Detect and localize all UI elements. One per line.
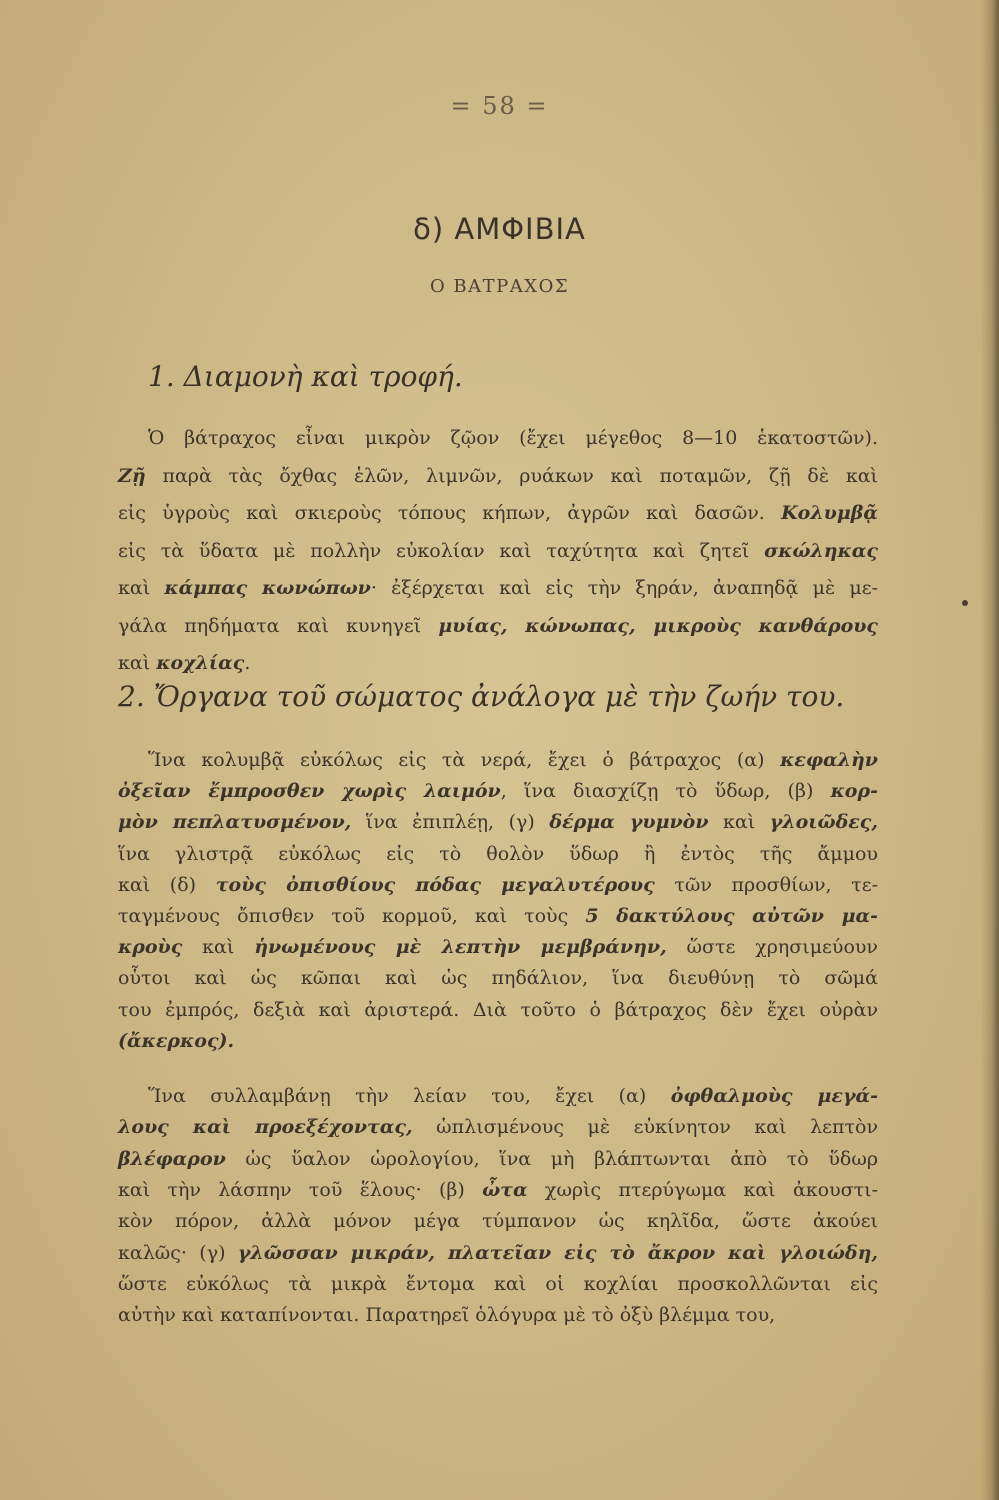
- emphasized-term: Ζῇ: [118, 464, 146, 487]
- section-title: δ) ΑΜΦΙΒΙΑ: [413, 212, 586, 246]
- text-run: καὶ: [118, 652, 157, 674]
- emphasized-term: κορ-: [830, 780, 878, 803]
- text-run: Ἵνα συλλαμβάνῃ τὴν λείαν του, ἔχει (α): [148, 1085, 671, 1107]
- emphasized-term: γλοιῶδες,: [769, 811, 878, 834]
- text-line: [118, 462, 878, 490]
- emphasized-term: (ἄκερκος).: [118, 1029, 235, 1052]
- emphasized-term: κάμπας κωνώπων: [164, 577, 371, 599]
- text-run: ὡπλισμένους μὲ εὐκίνητον καὶ λεπτὸν: [412, 1116, 878, 1139]
- text-run: γάλα πηδήματα καὶ κυνηγεῖ: [118, 614, 439, 637]
- text-run: ὥστε εὐκόλως τὰ μικρὰ ἔντομα καὶ οἱ κοχλίαι προσκολλῶνται εἰς: [118, 1272, 878, 1295]
- text-run: παρὰ τὰς ὄχθας ἑλῶν, λιμνῶν, ρυάκων καὶ ποταμῶν, ζῇ δὲ καὶ: [145, 464, 878, 487]
- text-run: αὐτὴν καὶ καταπίνονται. Παρατηρεῖ ὁλόγυρα μὲ τὸ ὀξὺ βλέμμα του,: [118, 1304, 776, 1327]
- text-run: ἵνα γλιστρᾷ εὐκόλως εἰς τὸ θολὸν ὕδωρ ἢ ἐντὸς τῆς ἄμμου: [118, 842, 878, 865]
- emphasized-term: δέρμα γυμνὸν: [549, 811, 709, 834]
- text-line: [118, 840, 878, 868]
- text-line: [118, 1113, 878, 1141]
- ink-spot: [962, 600, 968, 606]
- emphasized-term: ὀξεῖαν ἔμπροσθεν χωρὶς λαιμόν: [118, 780, 501, 803]
- text-run: κὸν πόρον, ἀλλὰ μόνον μέγα τύμπανον ὡς κηλῖδα, ὥστε ἀκούει: [118, 1210, 878, 1233]
- emphasized-term: κεφαλὴν: [780, 749, 878, 771]
- text-line: [118, 964, 878, 992]
- text-line: [148, 1082, 878, 1110]
- emphasized-term: κοχλίας: [156, 652, 245, 674]
- text-line: [118, 1145, 878, 1173]
- text-line: [118, 777, 878, 805]
- text-run: καὶ: [182, 936, 255, 959]
- text-line: [118, 1027, 878, 1055]
- text-run: καὶ (δ): [118, 873, 216, 896]
- text-line: [118, 612, 878, 640]
- emphasized-term: σκώληκας: [764, 539, 878, 562]
- text-run: καὶ: [708, 811, 770, 834]
- text-line: [118, 1207, 878, 1235]
- text-line: [118, 537, 878, 565]
- heading-habitat-food: 1. Διαμονὴ καὶ τροφή.: [148, 360, 463, 393]
- text-line: [118, 871, 878, 899]
- text-line: [118, 933, 878, 961]
- text-line: [118, 649, 878, 677]
- text-run: εἰς τὰ ὕδατα μὲ πολλὴν εὐκολίαν καὶ ταχύτητα καὶ ζητεῖ: [118, 539, 765, 562]
- text-run: καλῶς· (γ): [118, 1241, 238, 1264]
- text-line: [118, 808, 878, 836]
- text-run: Ὁ βάτραχος εἶναι μικρὸν ζῷον (ἔχει μέγεθος 8—10 ἑκατοστῶν).: [148, 427, 878, 449]
- text-run: , ἵνα διασχίζῃ τὸ ὕδωρ, (β): [500, 780, 831, 803]
- text-line: [118, 574, 878, 602]
- text-run: · ἐξέρχεται καὶ εἰς τὴν ξηράν, ἀναπηδᾷ μὲ με-: [370, 577, 878, 599]
- text-run: καὶ: [118, 577, 165, 599]
- emphasized-term: κροὺς: [118, 936, 183, 959]
- text-line: [118, 902, 878, 930]
- emphasized-term: μυίας, κώνωπας, μικροὺς κανθάρους: [438, 614, 879, 637]
- text-run: .: [244, 652, 251, 674]
- text-run: Ἵνα κολυμβᾷ εὐκόλως εἰς τὰ νερά, ἔχει ὁ βάτραχος (α): [148, 749, 781, 771]
- text-run: καὶ τὴν λάσπην τοῦ ἕλους· (β): [118, 1178, 483, 1201]
- subject-title: Ο ΒΑΤΡΑΧΟΣ: [429, 276, 570, 297]
- text-line: [118, 1239, 878, 1267]
- text-run: χωρὶς πτερύγωμα καὶ ἀκουστι-: [527, 1178, 878, 1201]
- text-run: ταγμένους ὄπισθεν τοῦ κορμοῦ, καὶ τοὺς: [118, 905, 586, 927]
- emphasized-term: ὦτα: [482, 1178, 528, 1201]
- text-line: [148, 746, 878, 774]
- text-run: ὡς ὕαλον ὡρολογίου, ἵνα μὴ βλάπτωνται ἀπὸ τὸ ὕδωρ: [225, 1147, 878, 1170]
- emphasized-term: ὀφθαλμοὺς μεγά-: [670, 1085, 879, 1107]
- emphasized-term: Κολυμβᾷ: [781, 502, 878, 524]
- text-run: ἵνα ἐπιπλέῃ, (γ): [351, 811, 550, 834]
- emphasized-term: βλέφαρον: [118, 1147, 226, 1170]
- text-run: του ἐμπρός, δεξιὰ καὶ ἀριστερά. Διὰ τοῦτο ὁ βάτραχος δὲν ἔχει οὐρὰν: [118, 998, 878, 1021]
- emphasized-term: γλῶσσαν μικράν, πλατεῖαν εἰς τὸ ἄκρον καὶ γλοιώδη,: [237, 1241, 878, 1264]
- text-line: [118, 996, 878, 1024]
- text-run: εἰς ὑγροὺς καὶ σκιεροὺς τόπους κήπων, ἀγρῶν καὶ δασῶν.: [118, 502, 782, 524]
- emphasized-term: ἡνωμένους μὲ λεπτὴν μεμβράνην,: [254, 936, 667, 959]
- page-number: = 58 =: [450, 92, 549, 120]
- emphasized-term: 5 δακτύλους αὐτῶν μα-: [585, 905, 878, 927]
- text-line: [148, 424, 878, 452]
- text-line: [118, 499, 878, 527]
- emphasized-term: τοὺς ὀπισθίους πόδας μεγαλυτέρους: [215, 873, 655, 896]
- heading-body-organs: 2. Ὄργανα τοῦ σώματος ἀνάλογα μὲ τὴν ζωήν του.: [118, 680, 845, 713]
- text-run: τῶν προσθίων, τε-: [654, 873, 878, 896]
- text-run: οὗτοι καὶ ὡς κῶπαι καὶ ὡς πηδάλιον, ἵνα διευθύνῃ τὸ σῶμά: [118, 967, 878, 990]
- text-run: ὥστε χρησιμεύουν: [666, 936, 878, 959]
- emphasized-term: μὸν πεπλατυσμένον,: [118, 811, 352, 834]
- text-line: [118, 1270, 878, 1298]
- text-line: [118, 1301, 878, 1329]
- text-line: [118, 1176, 878, 1204]
- emphasized-term: λους καὶ προεξέχοντας,: [118, 1116, 413, 1139]
